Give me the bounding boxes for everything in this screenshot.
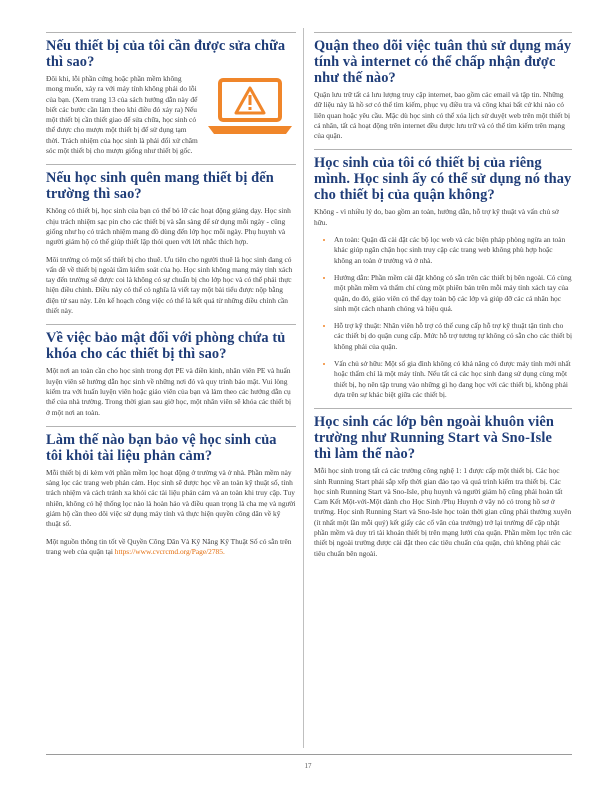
faq-offcampus-text: Mỗi học sinh trong tất cả các trường công nghệ 1: 1 được cấp một thiết bị. Các học sinh Running Start phải sắp xếp thời gian đảo tạo và quá trình kiểm tra thiết bị. Các học sinh Running Start và Sno-Isle, phụ huynh và người giám hộ cũng phải hoàn tất Cam Kết Một-với-Một dành cho Học Sinh /Phụ Huynh ở vây nó có trong hồ sơ ở trường. Học sinh Running Start và Sno-Isle học toàn thời gian cũng phải thường xuyên (ít nhất một lần mỗi quý) kết giấy các cổ văn của trường) trở lại trường để cập nhật phần mềm và duy trì tài khoản thiết bị trên mạng lưới của quận. Phần mềm lọc trên các thiết bị ngoài trường được cài đặt theo các tiêu chuẩn của quận, chủ không phải các tiêu chuẩn bên ngoài.	[314, 466, 572, 558]
faq-repair-text: Đôi khi, lỗi phần cứng hoặc phần mềm không mong muốn, xảy ra với máy tính không phải do lỗi của bạn. (Xem trang 13 của sách hướng dẫn này để biết các bước cần làm theo khi điều đó xảy ra) Nếu một thiết bị cần thiết giao để sửa chữa, học sinh có thể được cho mượn một thiết bị để sử dụng tạm thời. Trách nhiệm của học sinh là phải đối xử chăm sóc một thiết bị cho mượn giống như thiết bị gốc.	[46, 74, 198, 156]
left-column	[46, 32, 296, 565]
faq-own-device	[314, 149, 572, 400]
reason-instruction: • Hướng dẫn: Phần mềm cài đặt không có sẵn trên các thiết bị bên ngoài. Có cùng một phần mềm và thẩm chí cùng một phiên bản trên mỗi máy tính xách tay của quận, do đó, giáo viên có thể dạy toàn bộ các lớp và giúp đỡ các cá nhân học sinh một cách nhanh chóng và hiệu quả.	[334, 273, 572, 314]
faq-locker-text: Một nơi an toàn cần cho học sinh trong đợt PE và điền kinh, nhân viên PE và huấn luyện viên sẽ hướng dẫn học sinh về những nơi đó và quy trình bảo mật. Vui lòng kiểm tra với huấn luyện viên hoặc giáo viên của bạn và làm theo các hướng dẫn cụ thể của nhà trường. Trong thời gian sau giờ học, một nhân viên sẽ khóa các thiết bị ở một nơi an toàn.	[46, 366, 291, 417]
footer-rule	[46, 754, 572, 755]
section-rule	[46, 324, 296, 325]
faq-own-device-title: Học sinh của tôi có thiết bị của riêng mình. Học sinh ấy có thể sử dụng nó thay cho thiết bị của quận không?	[314, 155, 572, 204]
laptop-warning-icon	[204, 76, 296, 138]
faq-forgot-text-2: Môi trường có một số thiết bị cho thuê. Ưu tiên cho người thuê là học sinh đang có vấn đề về thiết bị ngoài tầm kiểm soát của họ. Học sinh không mang máy tính xách tay đến trường sẽ được coi là không có sự chuẩn bị cho lớp học và có thể phải thực hiện điều chỉnh. Điều này có thể có nghĩa là viết tay một bài tiểu được nộp bằng điện tử sau này. Lên kế hoạch công việc có thể là kết quả từ những điều chỉnh cần thiết này.	[46, 254, 293, 316]
column-divider	[303, 28, 304, 748]
section-rule	[46, 426, 296, 427]
faq-offcampus	[314, 408, 572, 559]
page-number: 17	[304, 762, 312, 770]
section-rule	[314, 408, 572, 409]
faq-locker	[46, 324, 296, 417]
reason-tech-support: • Hỗ trợ kỹ thuật: Nhân viên hỗ trợ có thể cung cấp hỗ trợ kỹ thuật tận tình cho các thiết bị do quận cung cấp. Mức hỗ trợ tương tự không có sẵn cho các thiết bị không phải của quận.	[334, 321, 572, 352]
faq-filtering-text: Mỗi thiết bị di kèm với phần mềm lọc hoạt động ở trường và ở nhà. Phần mềm này sàng lọc các trang web phản cảm. Học sinh sẽ được học về an toàn kỹ thuật số, tính trách nhiệm và cách tránh xa khỏi các tài liệu phản cảm và an toàn khi truy cập. Tuy nhiên, không có hệ thống lọc nào là hoàn hảo và điều quan trọng là cha mẹ và người giám hộ cần theo dõi việc sử dụng máy tính và thực hiện quyền công dân về kỹ thuật số.	[46, 467, 296, 529]
section-rule	[46, 32, 296, 33]
district-page-link[interactable]: https://www.cvcrcmd.org/Page/2785.	[114, 546, 225, 556]
reason-safety: • An toàn: Quận đã cài đặt các bộ lọc web và các biện pháp phòng ngừa an toàn khác giúp ngăn chặn học sinh truy cập các trang web không phù hợp hoặc không an toàn ở trường và ở nhà.	[334, 235, 572, 266]
faq-filtering-resource	[46, 537, 296, 558]
faq-filtering-title: Làm thế nào bạn bảo vệ học sinh của tôi khỏi tài liệu phản cảm?	[46, 431, 277, 464]
right-column	[314, 32, 572, 567]
reason-ownership: • Vấn chủ sở hữu: Một số gia đình không có khả năng có được máy tính mới nhất hoặc thẩm chí là một máy tính. Nếu tất cả các học sinh đang sử dụng cùng một thiết bị, họ nên tập trung vào những gì họ đang học với các thiết bị, không phải dựa trên sự khác biệt giữa các thiết bị.	[334, 359, 572, 400]
faq-monitoring	[314, 32, 572, 141]
faq-forgot-text-1: Không có thiết bị, học sinh của bạn có thể bỏ lỡ các hoạt động giảng dạy. Học sinh chịu trách nhiệm sạc pin cho các thiết bị và sẵn sàng để sử dụng mỗi ngày - cũng giống như họ có trách nhiệm mang đồ dùng đến lớp học mỗi ngày. Phụ huynh và người giám hộ có thể giúp thiết lập thói quen với lời nhắc thích hợp.	[46, 206, 291, 247]
faq-repair-title: Nếu thiết bị của tôi cần được sửa chữa thì sao?	[46, 38, 286, 70]
faq-forgot-title: Nếu học sinh quên mang thiết bị đến trường thì sao?	[46, 170, 274, 203]
section-rule	[46, 164, 296, 165]
faq-filtering	[46, 426, 296, 557]
faq-monitoring-title: Quận theo dõi việc tuân thủ sử dụng máy tính và internet có thể chấp nhận được như thế nào?	[314, 38, 572, 86]
faq-offcampus-title: Học sinh các lớp bên ngoài khuôn viên trường như Running Start và Sno-Isle thì làm thế nào?	[314, 414, 554, 463]
faq-repair	[46, 32, 296, 156]
faq-own-device-intro: Không - vì nhiều lý do, bao gồm an toàn, hướng dẫn, hỗ trợ kỹ thuật và vấn chủ sở hữu.	[314, 207, 559, 227]
faq-monitoring-text: Quận lưu trữ tất cả lưu lượng truy cập internet, bao gồm các email và tập tin. Những dữ liệu này là hồ sơ có thể tìm kiếm, phục vụ điều tra và công khai bất cứ khi nào có liên quan hoặc yêu cầu. Mặc dù học sinh có thể xóa lịch sử duyệt web trên một thiết bị cá nhân, tất cả hoạt động trên internet đều được lưu trữ và có thể tìm kiếm trên mạng của quận.	[314, 90, 571, 141]
faq-forgot-device	[46, 164, 296, 316]
faq-locker-title: Về việc bảo mật đối với phòng chứa tủ khóa cho các thiết bị thì sao?	[46, 330, 286, 363]
section-rule	[314, 32, 572, 33]
resource-text: Một nguồn thông tin tốt về Quyền Công Dân Và Kỹ Năng Kỹ Thuật Số có sẵn trên trang web của quận tại	[46, 536, 292, 556]
reasons-list	[314, 235, 572, 400]
section-rule	[314, 149, 572, 150]
